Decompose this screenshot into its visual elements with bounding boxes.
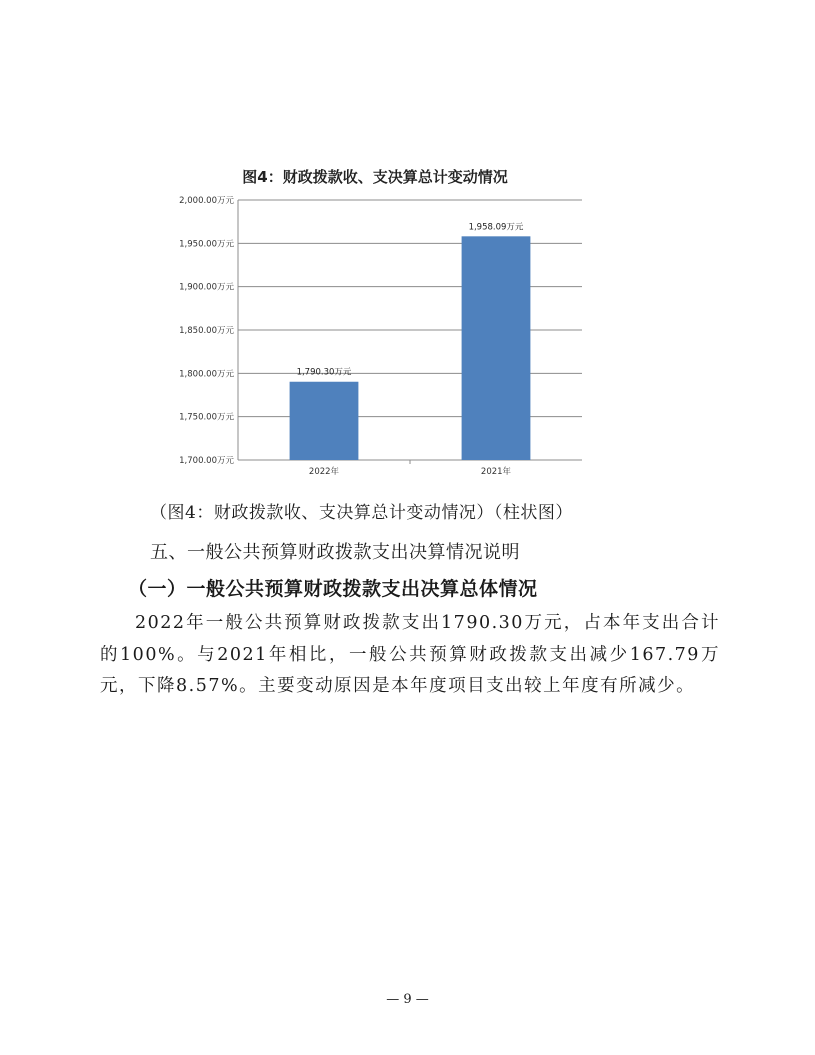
figure-caption: （图4：财政拨款收、支决算总计变动情况）（柱状图） [150,503,573,523]
x-tick-label: 2021年 [480,467,512,477]
page-number: — 9 — [386,992,429,1007]
x-tick-label: 2022年 [308,467,340,477]
y-tick-label: 1,950.00万元 [179,239,234,250]
data-label: 1,790.30万元 [296,367,352,378]
bar [462,236,531,460]
body-paragraph: 2022年一般公共预算财政拨款支出1790.30万元，占本年支出合计的100%。与2021年相比，一般公共预算财政拨款支出减少167.79万元，下降8.57%。主要变动原因是本年度项目支出较上年度有所减少。 [100,613,720,696]
bar [290,382,359,460]
bar-chart [150,160,600,490]
chart-plot [150,160,600,490]
y-tick-label: 1,850.00万元 [179,326,234,336]
y-tick-label: 1,700.00万元 [179,456,234,466]
y-tick-label: 1,800.00万元 [179,369,234,380]
y-tick-label: 1,750.00万元 [179,412,234,423]
chart-title: 图4：财政拨款收、支决算总计变动情况 [242,168,508,186]
sub-heading: （一）一般公共预算财政拨款支出决算总体情况 [128,578,538,600]
y-tick-label: 1,900.00万元 [179,282,234,293]
data-label: 1,958.09万元 [468,222,524,233]
section-heading: 五、一般公共预算财政拨款支出决算情况说明 [150,542,520,563]
y-tick-label: 2,000.00万元 [179,196,234,206]
